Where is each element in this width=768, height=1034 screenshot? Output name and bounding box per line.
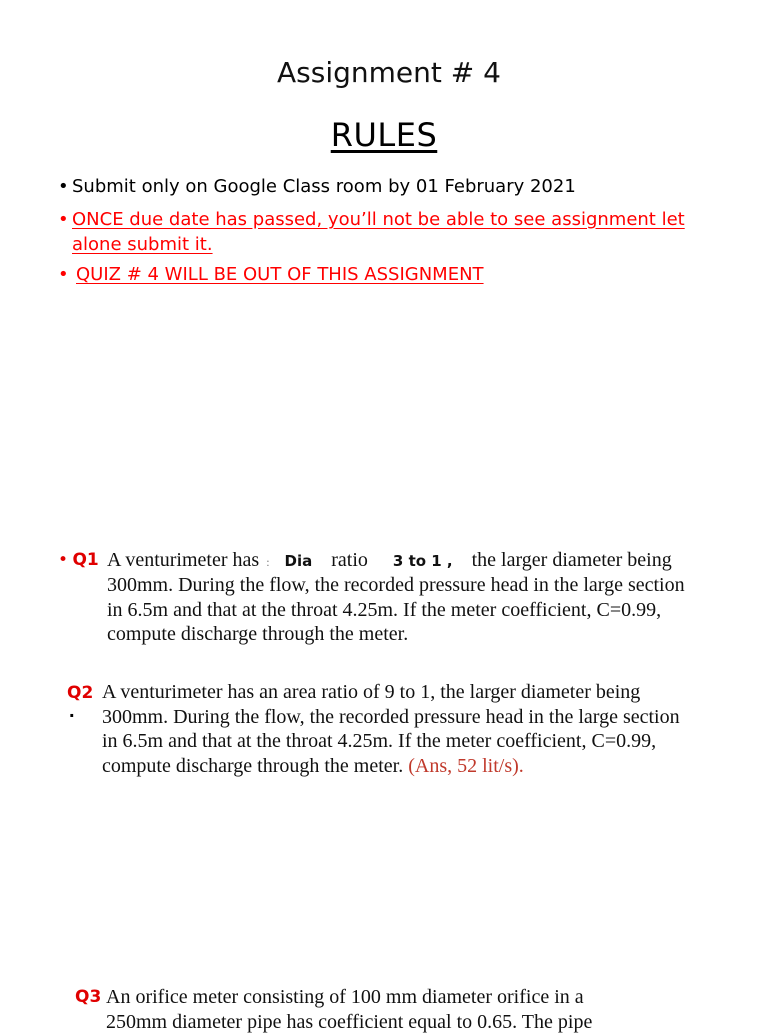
question-2-body [102, 680, 722, 778]
question-line: 250mm diameter pipe has coefficient equal to 0.65. The pipe [106, 1010, 726, 1034]
rule-text [72, 207, 692, 257]
rule-item-submit [58, 174, 576, 199]
bullet: • [58, 262, 72, 287]
question-text: the larger diameter being [472, 549, 672, 571]
bullet: • [58, 207, 72, 232]
question-line: compute discharge through the meter. [107, 622, 727, 647]
rule-item-quiz [58, 262, 484, 287]
rule-text-line: ONCE due date has passed, you’ll not be able to see assignment let [72, 207, 692, 232]
rule-text-line: alone submit it. [72, 232, 692, 257]
question-line: in 6.5m and that at the throat 4.25m. If the meter coefficient, C=0.99, [102, 729, 722, 754]
question-line: compute discharge through the meter. [102, 755, 403, 777]
question-text: A venturimeter has [107, 549, 259, 571]
question-3-body [106, 985, 726, 1034]
rules-heading: RULES [0, 116, 768, 154]
question-1-first-line [107, 548, 707, 575]
question-1-body [107, 573, 727, 647]
page-title: Assignment # 4 [0, 56, 768, 89]
separator: : [266, 555, 269, 569]
question-line: An orifice meter consisting of 100 mm diameter orifice in a [106, 985, 726, 1010]
question-label: Q3 [75, 987, 101, 1007]
rule-text: QUIZ # 4 WILL BE OUT OF THIS ASSIGNMENT [76, 264, 484, 285]
question-line-last [102, 754, 722, 779]
question-label: Q2 [67, 683, 93, 703]
question-line: in 6.5m and that at the throat 4.25m. If the meter coefficient, C=0.99, [107, 598, 727, 623]
rule-item-due-date [58, 207, 692, 257]
dot-mark: . [69, 700, 75, 723]
bullet: • [58, 550, 68, 570]
answer: (Ans, 52 lit/s). [408, 755, 524, 777]
dia-label: Dia [285, 552, 313, 570]
question-label: Q1 [72, 550, 98, 570]
question-line: 300mm. During the flow, the recorded pressure head in the large section [107, 573, 727, 598]
bullet: • [58, 174, 72, 199]
ratio-word: ratio [331, 549, 368, 571]
rule-text: Submit only on Google Class room by 01 February 2021 [72, 176, 576, 197]
question-line: 300mm. During the flow, the recorded pressure head in the large section [102, 705, 722, 730]
question-1 [58, 550, 99, 570]
ratio-value: 3 to 1 , [393, 552, 453, 570]
question-line: A venturimeter has an area ratio of 9 to 1, the larger diameter being [102, 680, 722, 705]
